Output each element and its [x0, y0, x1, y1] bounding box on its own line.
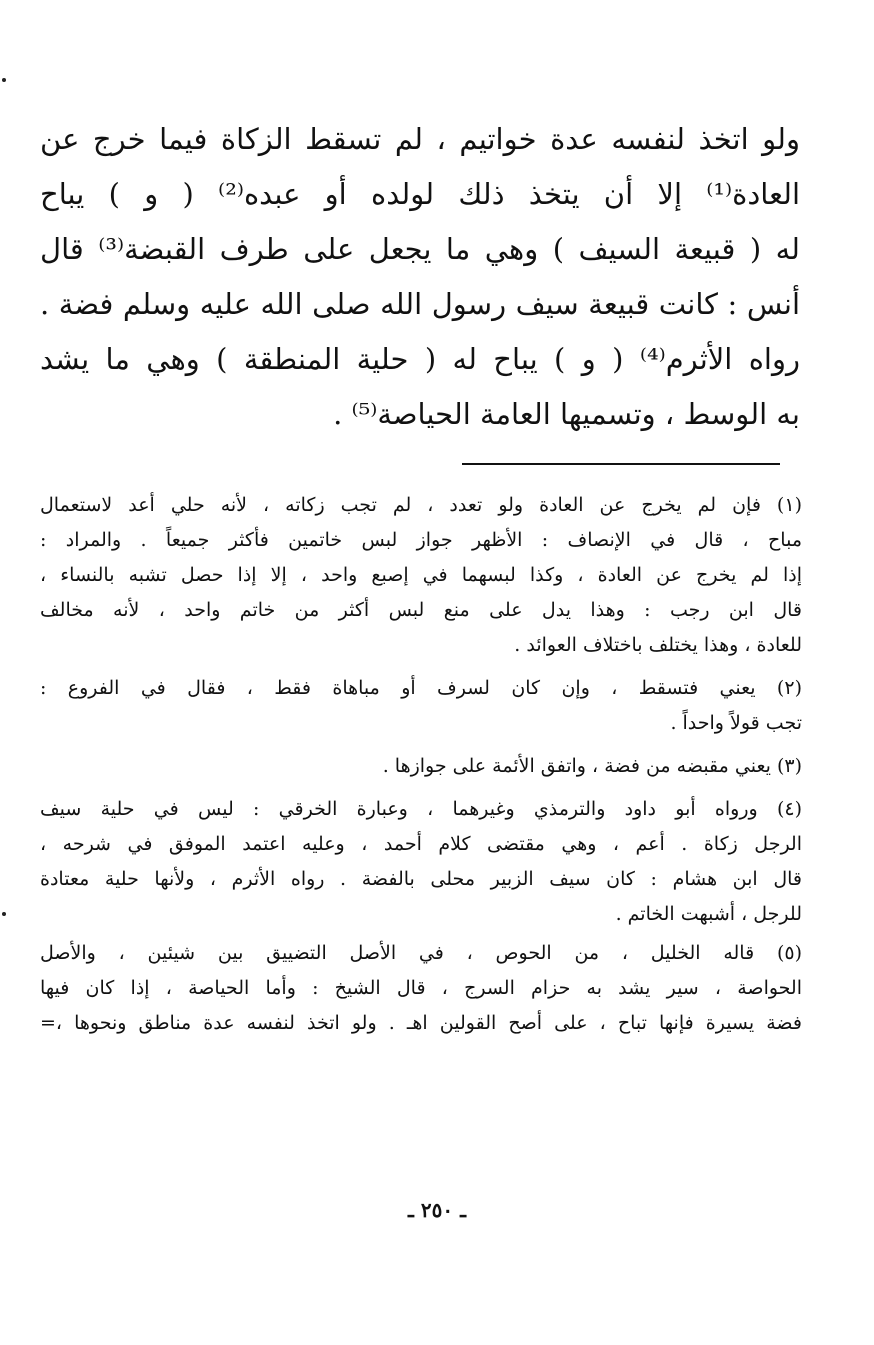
main-line: أنس : كانت قبيعة سيف رسول الله صلى الله عليه وسلم فضة .: [40, 287, 800, 321]
footnote-line: قال ابن رجب : وهذا يدل على منع لبس أكثر من خاتم واحد ، لأنه مخالف: [40, 599, 802, 621]
main-text: [40, 112, 800, 442]
footnote-line: (٤) ورواه أبو داود والترمذي وغيرهما ، وعبارة الخرقي : ليس في حلية سيف: [40, 798, 802, 820]
footnote-line: قال ابن هشام : كان سيف الزبير محلى بالفضة . رواه الأثرم ، ولأنها حلية معتادة: [40, 868, 802, 890]
footnote-line: فضة يسيرة فإنها تباح ، على أصح القولين اهـ . ولو اتخذ لنفسه عدة مناطق ونحوها ،=: [40, 1012, 802, 1034]
footnote-2: [40, 671, 802, 741]
footnote-line: تجب قولاً واحداً .: [670, 712, 802, 734]
footnote-line: مباح ، قال في الإنصاف : الأظهر جواز لبس خاتمين فأكثر جميعاً . والمراد :: [40, 529, 802, 551]
footnote-line: (١) فإن لم يخرج عن العادة ولو تعدد ، لم تجب زكاته ، لأنه حلي أعد لاستعمال: [40, 494, 802, 516]
footnote-line: الرجل زكاة . أعم ، وهي مقتضى كلام أحمد ، وعليه اعتمد الموفق في شرحه ،: [40, 833, 802, 855]
footnote-1: [40, 488, 802, 663]
footnote-line: الحواصة ، سير يشد به حزام السرج ، قال الشيخ : وأما الحياصة ، إذا كان فيها: [40, 977, 802, 999]
footnote-line: للرجل ، أشبهت الخاتم .: [615, 903, 802, 925]
page-number: ـ ٢٥٠ ـ: [408, 1198, 466, 1222]
footnote-line: (٢) يعني فتسقط ، وإن كان لسرف أو مباهاة فقط ، فقال في الفروع :: [40, 677, 802, 699]
main-line: رواه الأثرم⁽⁴⁾ ( و ) يباح له ( حلية المنطقة ) وهي ما يشد: [40, 342, 800, 376]
footnotes: [40, 488, 802, 1049]
footnote-line: (٣) يعني مقبضه من فضة ، واتفق الأئمة على جوازها .: [382, 755, 802, 777]
main-line: ولو اتخذ لنفسه عدة خواتيم ، لم تسقط الزكاة فيما خرج عن: [40, 122, 800, 156]
footnote-5: [40, 936, 802, 1041]
scan-mark: [2, 78, 6, 82]
footnote-divider: [462, 463, 780, 465]
main-line: به الوسط ، وتسميها العامة الحياصة⁽⁵⁾ .: [333, 397, 800, 431]
footnote-4: [40, 792, 802, 932]
main-line: له ( قبيعة السيف ) وهي ما يجعل على طرف القبضة⁽³⁾ قال: [40, 232, 800, 266]
main-line: العادة⁽¹⁾ إلا أن يتخذ ذلك لولده أو عبده⁽²⁾ ( و ) يباح: [40, 177, 800, 211]
footnote-line: (٥) قاله الخليل ، من الحوص ، في الأصل التضييق بين شيئين ، والأصل: [40, 942, 802, 964]
footnote-3: [40, 749, 802, 784]
footnote-line: إذا لم يخرج عن العادة ، وكذا لبسهما في إصبع واحد ، إلا إذا حصل تشبه بالنساء ،: [40, 564, 802, 586]
footnote-line: للعادة ، وهذا يختلف باختلاف العوائد .: [514, 634, 802, 656]
scan-mark: [2, 912, 6, 916]
